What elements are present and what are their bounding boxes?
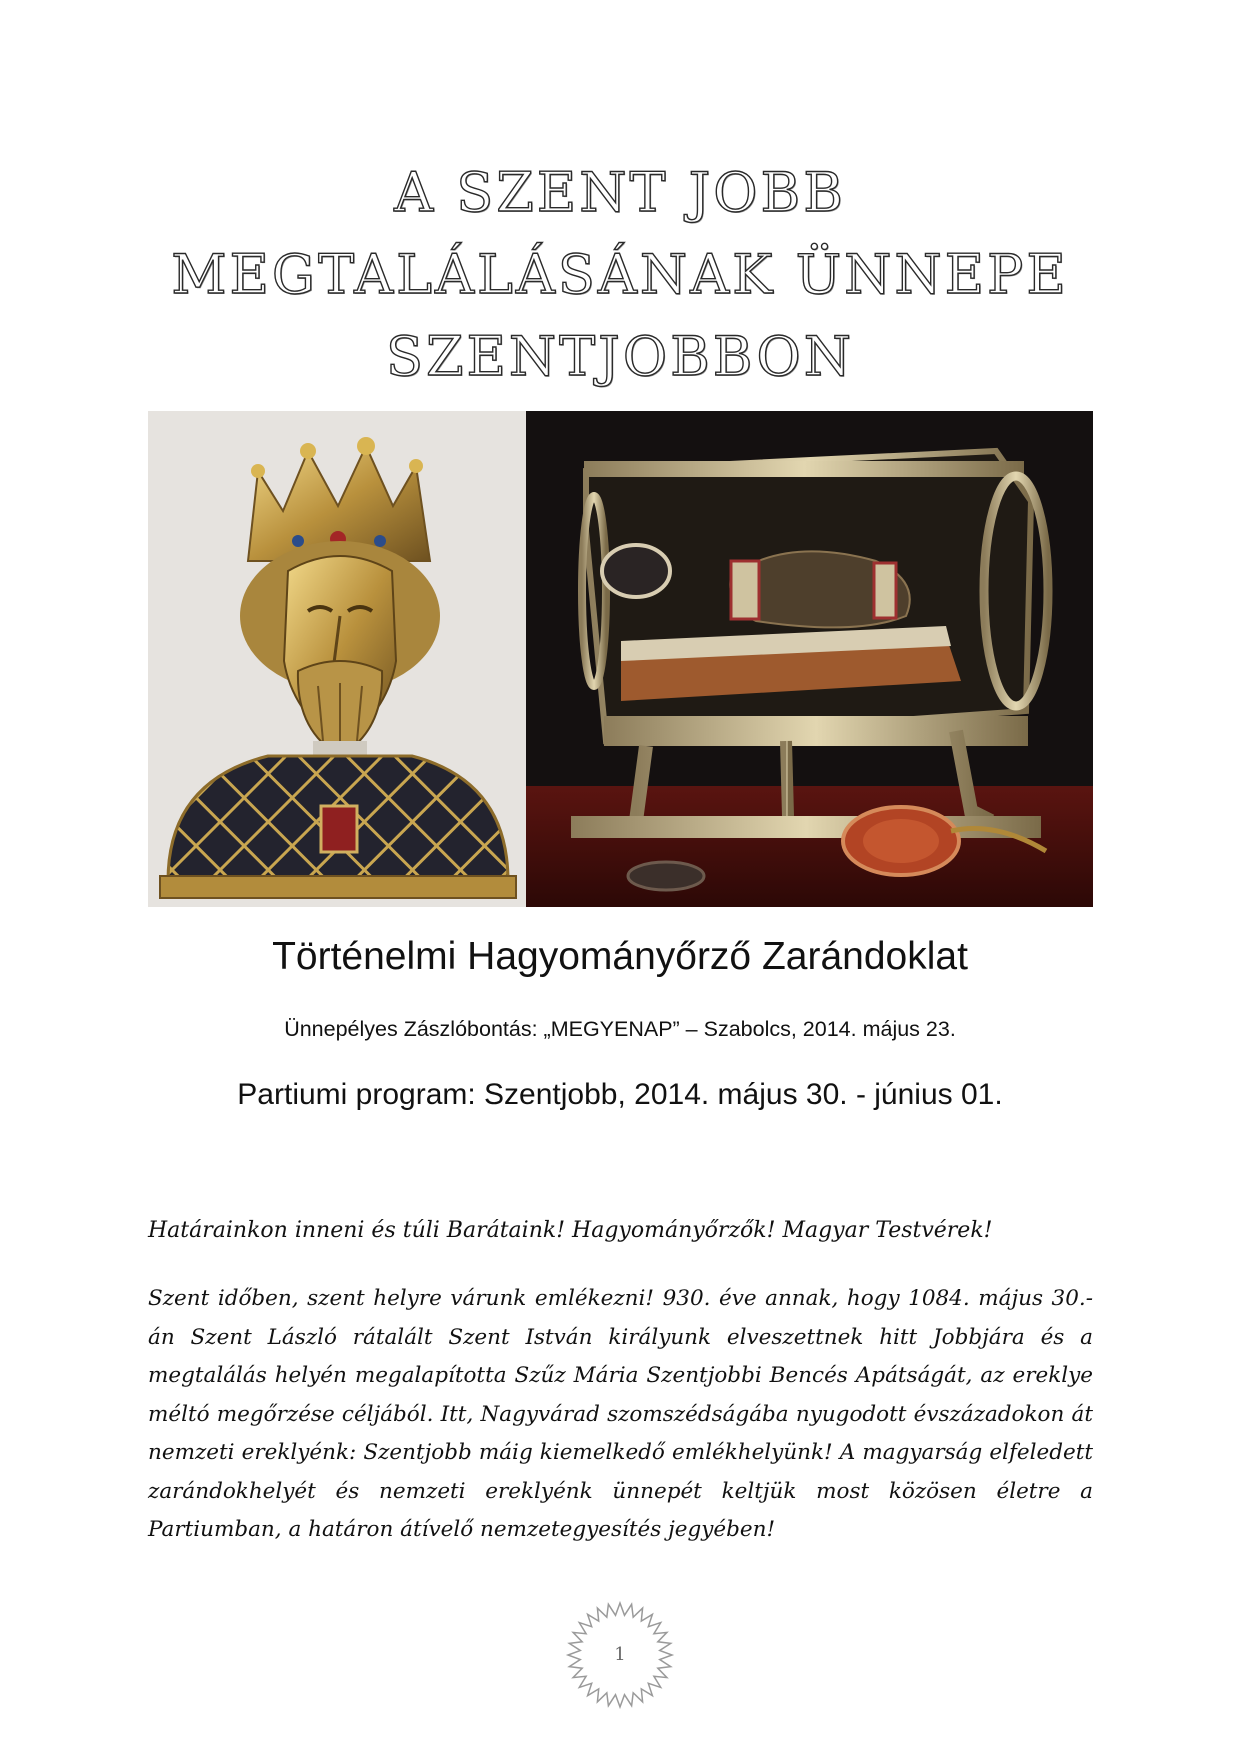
title-line-2: MEGTALÁLÁSÁNAK ÜNNEPE (171, 243, 1069, 306)
greeting-paragraph: Határainkon inneni és túli Barátaink! Hagyományőrzők! Magyar Testvérek! (148, 1218, 993, 1243)
saint-ladislaus-herm-photo (148, 411, 526, 907)
title-line-1: A SZENT JOBB (394, 161, 846, 224)
program-line: Partiumi program: Szentjobb, 2014. május 30. - június 01. (237, 1078, 1003, 1111)
pilgrimage-subtitle: Történelmi Hagyományőrző Zarándoklat (272, 935, 968, 978)
holy-right-reliquary-photo (526, 411, 1093, 907)
page-number: 1 (614, 1644, 626, 1665)
document-title (0, 152, 1240, 398)
flag-ceremony-line: Ünnepélyes Zászlóbontás: „MEGYENAP” – Szabolcs, 2014. május 23. (284, 1017, 956, 1041)
body-paragraph: Szent időben, szent helyre várunk emlékezni! 930. éve annak, hogy 1084. május 30.-án Szent László rátalált Szent István királyunk elveszettnek hitt Jobbjára és a megtalálás helyén megalapította Szűz Mária Szentjobbi Bencés Apátságát, az ereklye méltó megőrzése céljából. Itt, Nagyvárad szomszédságába nyugodott évszázadokon át nemzeti ereklyénk: Szentjobb máig kiemelkedő emlékhelyünk! A magyarság elfeledett zarándokhelyét és nemzeti ereklyénk ünnepét keltjük most közösen életre a Partiumban, a határon átívelő nemzetegyesítés jegyében! (148, 1286, 1093, 1542)
title-line-3: SZENTJOBBON (385, 325, 854, 388)
